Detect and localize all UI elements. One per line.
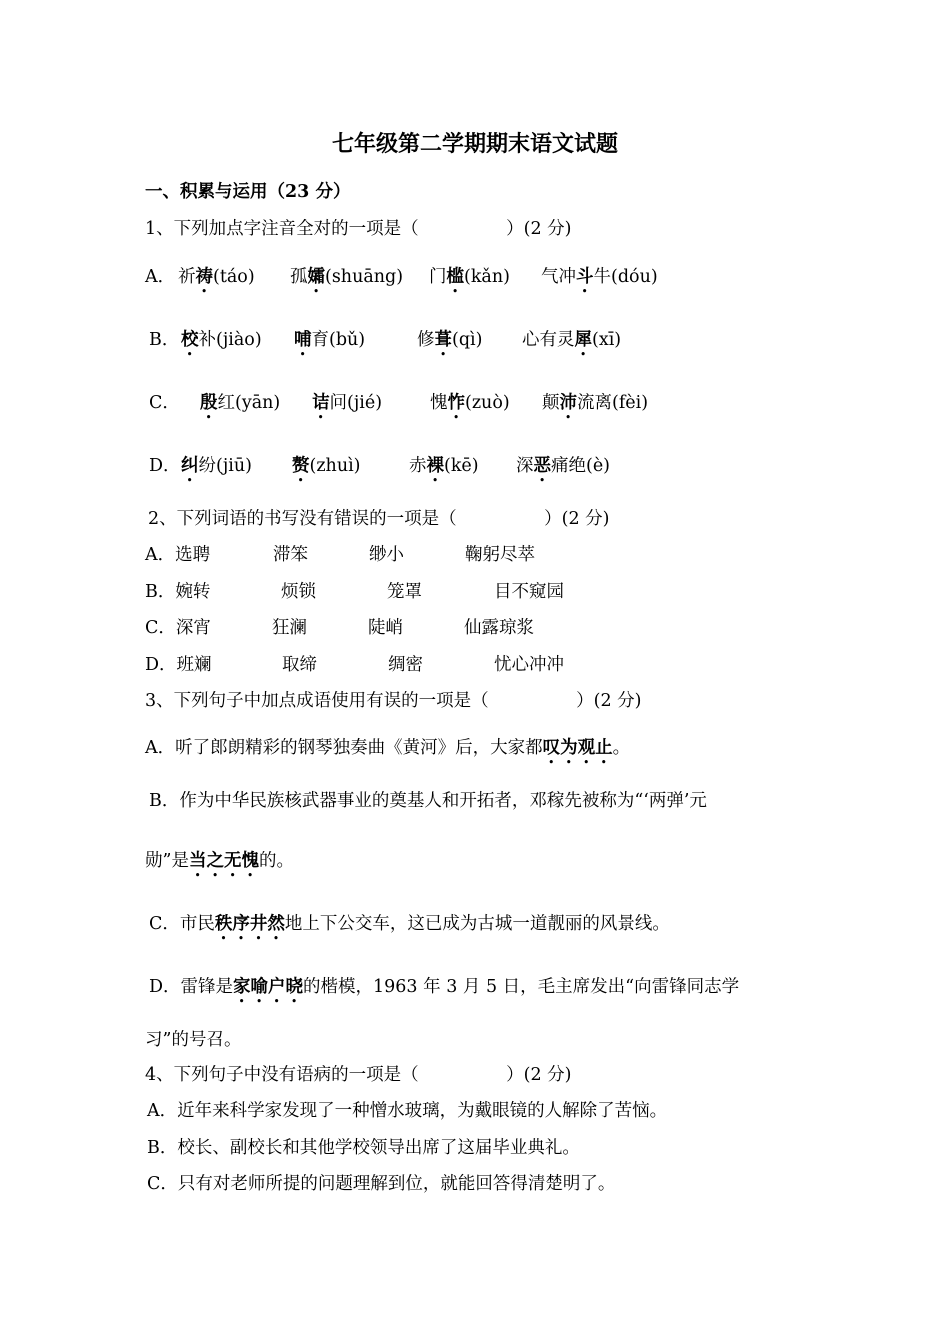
option-item: 门槛(kǎn) [429, 267, 510, 287]
q2-option-d: D．班斓 取缔 绸密 忧心冲冲 [145, 655, 564, 675]
option-item: 校补(jiào) [181, 330, 262, 350]
question-3-stem: 3、下列句子中加点成语使用有误的一项是（ ）(2 分) [145, 691, 642, 711]
q3-option-c: C．市民秩序井然地上下公交车，这已成为古城一道靓丽的风景线。 [149, 914, 670, 934]
q3-option-d-line2: 习”的号召。 [145, 1030, 242, 1050]
q2-option-c: C．深宵 狂澜 陡峭 仙露琼浆 [145, 618, 534, 638]
option-label: C． [149, 393, 180, 413]
question-4-stem: 4、下列句子中没有语病的一项是（ ）(2 分) [145, 1065, 572, 1085]
option-label: B． [149, 330, 180, 350]
option-item: 赤裸(kē) [409, 456, 479, 476]
option-item: 殷红(yān) [200, 393, 281, 413]
option-item: 心有灵犀(xī) [522, 330, 622, 350]
option-item: 祈祷(táo) [178, 267, 255, 287]
option-item: 深恶痛绝(è) [516, 456, 611, 476]
option-item: 颠沛流离(fèi) [542, 393, 649, 413]
section-heading: 一、积累与运用（23 分） [145, 182, 351, 202]
q2-option-a: A．选聘 滞笨 缈小 鞠躬尽萃 [145, 545, 535, 565]
option-item: 纠纷(jiū) [181, 456, 252, 476]
q4-option-c: C．只有对老师所提的问题理解到位，就能回答得清楚明了。 [147, 1174, 616, 1194]
q1-option-a [145, 265, 845, 293]
page-title: 七年级第二学期期末语文试题 [331, 131, 618, 157]
q3-option-b-line1: B．作为中华民族核武器事业的奠基人和开拓者，邓稼先被称为“‘两弹’元 [149, 791, 707, 811]
option-item: 哺育(bǔ) [294, 330, 366, 350]
option-item: 修葺(qì) [417, 330, 483, 350]
option-item: 赘(zhuì) [292, 456, 361, 476]
question-1-stem: 1、下列加点字注音全对的一项是（ ）(2 分) [145, 219, 572, 239]
option-label: A． [145, 267, 176, 287]
q3-option-d-line1: D．雷锋是家喻户晓的楷模，1963 年 3 月 5 日，毛主席发出“向雷锋同志学 [149, 977, 740, 997]
option-item: 气冲斗牛(dóu) [541, 267, 658, 287]
q4-option-a: A．近年来科学家发现了一种憎水玻璃，为戴眼镜的人解除了苦恼。 [147, 1101, 668, 1121]
option-item: 孤孀(shuāng) [290, 267, 404, 287]
q4-option-b: B．校长、副校长和其他学校领导出席了这届毕业典礼。 [147, 1138, 580, 1158]
question-2-stem: 2、下列词语的书写没有错误的一项是（ ）(2 分) [148, 509, 610, 529]
option-item: 愧怍(zuò) [430, 393, 510, 413]
q1-option-c [149, 391, 849, 419]
option-label: D． [149, 456, 181, 476]
q3-option-b-line2: 勋”是当之无愧的。 [145, 851, 294, 871]
option-item: 诘问(jié) [312, 393, 383, 413]
q1-option-b [149, 328, 849, 356]
q3-option-a: A．听了郎朗精彩的钢琴独奏曲《黄河》后，大家都叹为观止。 [145, 738, 631, 758]
q1-option-d [149, 454, 849, 482]
q2-option-b: B．婉转 烦锁 笼罩 目不窥园 [145, 582, 564, 602]
